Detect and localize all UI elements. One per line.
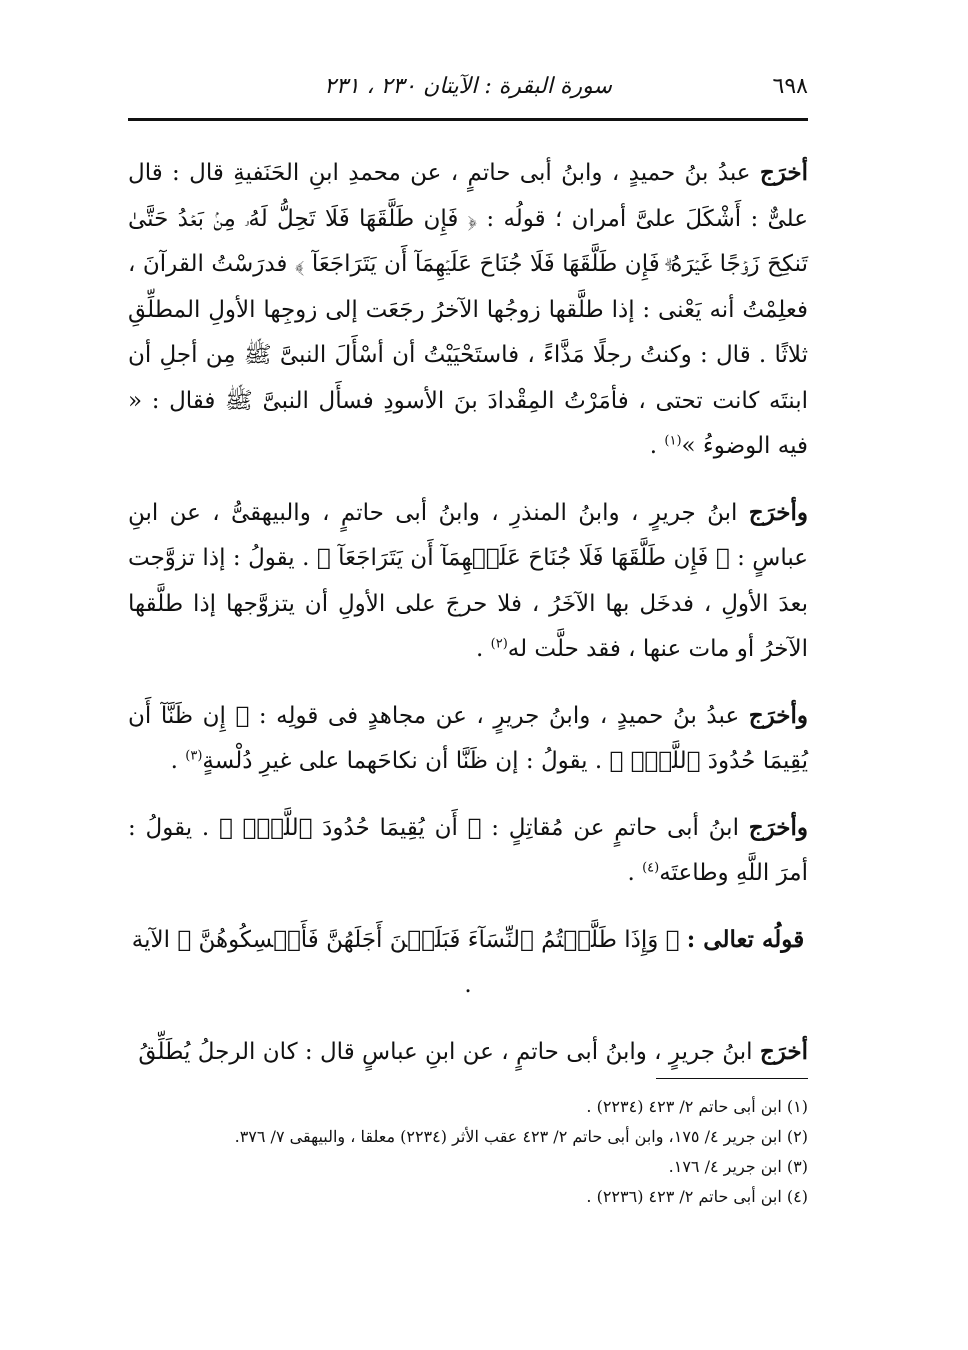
paragraph-end: . (649, 433, 665, 459)
verse-heading-text: ﴿ وَإِذَا طَلَّقۡتُمُ ٱلنِّسَآءَ فَبَلَغۡنَ أَجَلَهُنَّ فَأَمۡسِكُوهُنَّ ﴾ الآية . (131, 926, 687, 998)
paragraph-text: ابنُ جريرٍ ، وابنُ المنذرِ ، وابنُ أبى حاتمٍ ، والبيهقىُّ ، عن ابنِ عباسٍ : ﴿ فَإِن طَلَّقَهَا فَلَا جُنَاحَ عَلَيۡهِمَآ أَن يَتَرَاجَعَآ ﴾ . يقولُ : إذا تزوَّجت بعدَ الأولِ ، فدخَل بها الآخَرُ ، فلا حرجَ على الأولِ أن يتزوَّجها إذا طلَّقها الآخرُ أو مات عنها ، فقد حلَّت له (128, 499, 809, 662)
paragraph (128, 805, 808, 897)
paragraph-text: ابنُ جريرٍ ، وابنُ أبى حاتمٍ ، عن ابنِ عباسٍ قال : كان الرجلُ يُطَلِّقُ (138, 1038, 760, 1065)
footnote-ref[interactable]: (٢) (490, 636, 508, 652)
footnote-4: (٤) ابن أبى حاتم ٢/ ٤٢٣ (٢٢٣٦) . (586, 1187, 808, 1206)
paragraph-lead: وأخرَج (748, 498, 808, 526)
paragraph-lead: وأخرَج (748, 701, 808, 729)
paragraph (128, 150, 808, 470)
paragraph-end: . (627, 860, 643, 886)
footnotes (128, 1092, 808, 1212)
verse-heading-lead: قولُه تعالى : (686, 925, 805, 953)
paragraph-end: . (170, 748, 186, 774)
footnote-ref[interactable]: (٣) (185, 748, 203, 764)
verse-heading (128, 917, 808, 1009)
footnote-1: (١) ابن أبى حاتم ٢/ ٤٢٣ (٢٢٣٤) . (586, 1097, 808, 1116)
paragraph (128, 490, 808, 673)
footnote-ref[interactable]: (١) (664, 433, 682, 449)
page-number: ٦٩٨ (772, 74, 808, 99)
paragraph-lead: أخرَج (759, 1037, 808, 1065)
running-header (128, 70, 808, 110)
paragraph-text: عبدُ بنُ حميدٍ ، وابنُ أبى حاتمٍ ، عن محمدِ ابنِ الحَنَفيةِ قال : قال علىٌّ : أَشْكَلَ علىَّ أمران ؛ قولُه : ﴿ فَإِن طَلَّقَهَا فَلَا تَحِلُّ لَهُۥ مِنۢ بَعۡدُ حَتَّىٰ تَنكِحَ زَوۡجًا غَيۡرَهُۥۗ فَإِن طَلَّقَهَا فَلَا جُنَاحَ عَلَيۡهِمَآ أَن يَتَرَاجَعَآ ﴾ فدرَسْتُ القرآنَ ، فعلِمْتُ أنه يَعْنى : إذا طلَّقها زوجُها الآخرُ رجَعَت إلى زوجِها الأولِ المطلِّقِ ثلاثًا . قال : وكنتُ رجلًا مَذَّاءً ، فاستَحْيَيْتُ أن أسْأَلَ النبىَّ ﷺ مِن أجلِ أن ابنتَه كانت تحتى ، فأمَرْتُ المِقْدادَ بنَ الأسودِ فسأَل النبىَّ ﷺ فقال : « فيه الوضوءُ » (128, 160, 808, 459)
paragraph (128, 693, 808, 785)
main-text (128, 150, 808, 1095)
paragraph-lead: أخرَج (759, 159, 808, 186)
footnote-3: (٣) ابن جرير ٤/ ١٧٦. (668, 1157, 808, 1176)
footnote-2: (٢) ابن جرير ٤/ ١٧٥، وابن أبى حاتم ٢/ ٤٢٣ عقب الأثر (٢٢٣٤) معلقا ، والبيهقى ٧/ ٣٧٦. (234, 1127, 808, 1146)
paragraph (128, 1029, 808, 1076)
footnote-ref[interactable]: (٤) (642, 860, 660, 876)
footnote-separator (656, 1078, 808, 1079)
header-rule (128, 118, 808, 121)
paragraph-end: . (476, 636, 491, 662)
header-title: سورة البقرة : الآيتان ٢٣٠ ، ٢٣١ (324, 74, 612, 99)
paragraph-text: عبدُ بنُ حميدٍ ، وابنُ جريرٍ ، عن مجاهدٍ فى قولِه : ﴿ إِن ظَنَّآ أَن يُقِيمَا حُدُودَ ٱللَّهِۗ ﴾ . يقولُ : إن ظَنَّا أن نكاحَهما على غيرِ دُلْسةٍ (128, 702, 808, 774)
paragraph-text: ابنُ أبى حاتمٍ عن مُقاتِلٍ : ﴿ أَن يُقِيمَا حُدُودَ ٱللَّهِۗ ﴾ . يقولُ : أمرَ اللَّهِ وطاعتَه (128, 814, 808, 886)
paragraph-lead: وأخرَج (748, 813, 808, 841)
